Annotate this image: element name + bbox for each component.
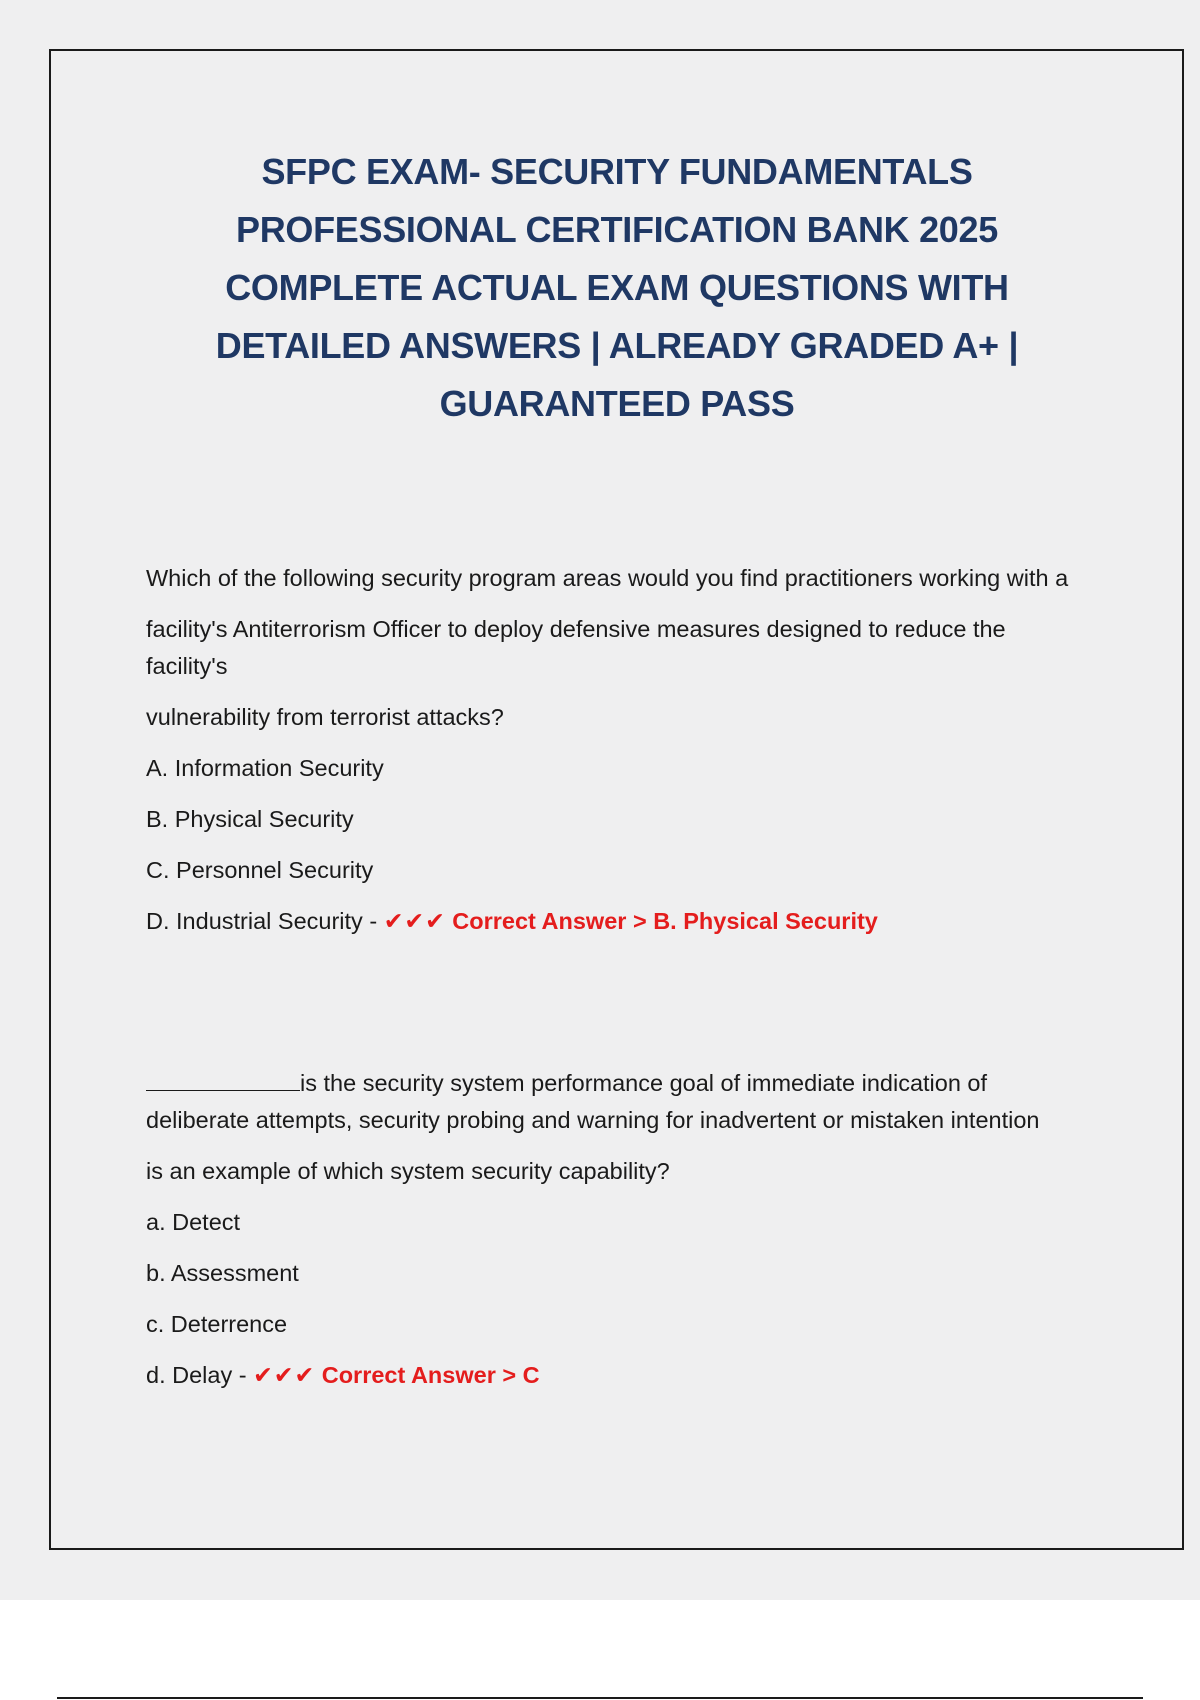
correct-answer: Correct Answer > B. Physical Security [452,908,878,934]
title-line: PROFESSIONAL CERTIFICATION BANK 2025 [236,209,998,250]
question-1 [146,560,1086,940]
question-2 [146,1064,1086,1394]
title-line: SFPC EXAM- SECURITY FUNDAMENTALS [261,151,973,192]
title-line: GUARANTEED PASS [439,383,795,424]
question-stem: Which of the following security program areas would you find practitioners working with a [146,565,1069,591]
option-c: c. Deterrence [146,1311,288,1337]
option-d: d. Delay - [146,1362,247,1388]
checkmark-icon: ✔✔✔ [253,1362,316,1388]
correct-answer: Correct Answer > C [321,1362,540,1388]
fill-in-blank [146,1064,300,1091]
option-d-with-answer [146,903,1086,940]
option-d-with-answer [146,1357,1086,1394]
title-line: COMPLETE ACTUAL EXAM QUESTIONS WITH [225,267,1009,308]
document-title [120,143,1114,433]
question-stem [146,1064,1086,1139]
option-c: C. Personnel Security [146,857,374,883]
question-stem-text: is the security system performance goal of immediate indication of deliberate attempts, security probing and warning for inadvertent or mistaken intention [146,1070,1040,1133]
option-a: a. Detect [146,1209,241,1235]
title-line: DETAILED ANSWERS | ALREADY GRADED A+ | [215,325,1019,366]
question-stem: facility's Antiterrorism Officer to deploy defensive measures designed to reduce the facility's [146,616,1006,679]
footer-divider [57,1697,1143,1699]
option-a: A. Information Security [146,755,384,781]
option-b: b. Assessment [146,1260,299,1286]
checkmark-icon: ✔✔✔ [383,908,446,934]
option-b: B. Physical Security [146,806,354,832]
question-stem: vulnerability from terrorist attacks? [146,704,504,730]
option-d: D. Industrial Security - [146,908,378,934]
question-stem: is an example of which system security capability? [146,1158,670,1184]
